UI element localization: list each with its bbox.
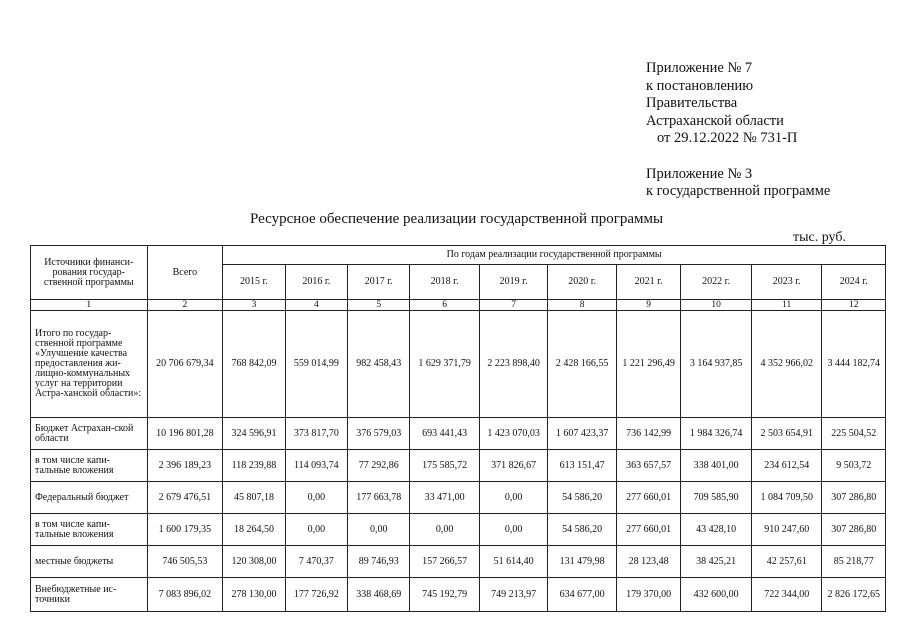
row-total: 7 083 896,02 (147, 578, 223, 612)
row-total: 1 600 179,35 (147, 514, 223, 546)
row-value: 38 425,21 (681, 546, 752, 578)
row-source: Федеральный бюджет (31, 482, 148, 514)
row-value: 307 286,80 (822, 482, 886, 514)
row-value: 2 503 654,91 (751, 418, 822, 450)
row-value: 1 084 709,50 (751, 482, 822, 514)
row-value: 910 247,60 (751, 514, 822, 546)
row-value: 373 817,70 (285, 418, 347, 450)
column-number: 7 (479, 300, 548, 311)
row-total: 10 196 801,28 (147, 418, 223, 450)
row-total: 2 396 189,23 (147, 450, 223, 482)
appendix-line: Приложение № 7 (646, 60, 753, 76)
row-value: 745 192,79 (410, 578, 480, 612)
row-value: 7 470,37 (285, 546, 347, 578)
row-value: 120 308,00 (223, 546, 285, 578)
source-header: Источники финанси-рования государ-ственной программы (31, 246, 148, 300)
table-row (31, 482, 886, 514)
row-value: 693 441,43 (410, 418, 480, 450)
row-value: 338 468,69 (348, 578, 410, 612)
column-number: 9 (616, 300, 680, 311)
appendix2-line: Приложение № 3 (646, 165, 753, 182)
row-value: 0,00 (285, 514, 347, 546)
table-row (31, 546, 886, 578)
row-value: 45 807,18 (223, 482, 285, 514)
row-value: 736 142,99 (616, 418, 680, 450)
table-row (31, 311, 886, 418)
row-value: 225 504,52 (822, 418, 886, 450)
year-header: 2021 г. (616, 265, 680, 300)
column-number: 5 (348, 300, 410, 311)
years-header: По годам реализации государственной программы (223, 246, 886, 265)
row-value: 28 123,48 (616, 546, 680, 578)
row-value: 0,00 (285, 482, 347, 514)
row-value: 559 014,99 (285, 311, 347, 418)
row-total: 2 679 476,51 (147, 482, 223, 514)
row-value: 277 660,01 (616, 514, 680, 546)
row-value: 709 585,90 (681, 482, 752, 514)
row-value: 42 257,61 (751, 546, 822, 578)
row-value: 749 213,97 (479, 578, 548, 612)
row-value: 0,00 (479, 514, 548, 546)
appendix-line: Астраханской области (646, 112, 784, 129)
unit-label: тыс. руб. (793, 230, 846, 245)
row-value: 613 151,47 (548, 450, 617, 482)
year-header: 2024 г. (822, 265, 886, 300)
appendix-header (646, 60, 830, 201)
row-value: 307 286,80 (822, 514, 886, 546)
row-value: 54 586,20 (548, 482, 617, 514)
row-value: 89 746,93 (348, 546, 410, 578)
appendix-line: к постановлению (646, 77, 754, 94)
row-value: 157 266,57 (410, 546, 480, 578)
row-value: 2 223 898,40 (479, 311, 548, 418)
column-number: 1 (31, 300, 148, 311)
column-number: 11 (751, 300, 822, 311)
row-value: 179 370,00 (616, 578, 680, 612)
row-value: 2 826 172,65 (822, 578, 886, 612)
row-total: 746 505,53 (147, 546, 223, 578)
column-number: 6 (410, 300, 480, 311)
year-header: 2016 г. (285, 265, 347, 300)
row-value: 338 401,00 (681, 450, 752, 482)
row-value: 43 428,10 (681, 514, 752, 546)
year-header: 2022 г. (681, 265, 752, 300)
row-value: 175 585,72 (410, 450, 480, 482)
row-source: Внебюджетные ис-точники (31, 578, 148, 612)
row-value: 432 600,00 (681, 578, 752, 612)
row-value: 177 663,78 (348, 482, 410, 514)
resource-table (30, 245, 886, 612)
row-source: в том числе капи-тальные вложения (31, 514, 148, 546)
row-value: 51 614,40 (479, 546, 548, 578)
row-source: местные бюджеты (31, 546, 148, 578)
row-source: в том числе капи-тальные вложения (31, 450, 148, 482)
column-number: 12 (822, 300, 886, 311)
row-source: Бюджет Астрахан-ской области (31, 418, 148, 450)
column-number: 3 (223, 300, 285, 311)
row-value: 234 612,54 (751, 450, 822, 482)
row-value: 363 657,57 (616, 450, 680, 482)
row-value: 768 842,09 (223, 311, 285, 418)
year-header: 2020 г. (548, 265, 617, 300)
row-value: 18 264,50 (223, 514, 285, 546)
row-value: 0,00 (479, 482, 548, 514)
column-number-row (31, 300, 886, 311)
year-header: 2015 г. (223, 265, 285, 300)
row-value: 2 428 166,55 (548, 311, 617, 418)
row-value: 9 503,72 (822, 450, 886, 482)
appendix-line: Правительства (646, 95, 738, 111)
row-value: 118 239,88 (223, 450, 285, 482)
column-number: 4 (285, 300, 347, 311)
column-number: 2 (147, 300, 223, 311)
row-value: 114 093,74 (285, 450, 347, 482)
row-value: 77 292,86 (348, 450, 410, 482)
row-value: 1 984 326,74 (681, 418, 752, 450)
row-value: 177 726,92 (285, 578, 347, 612)
row-value: 0,00 (348, 514, 410, 546)
row-value: 722 344,00 (751, 578, 822, 612)
row-value: 54 586,20 (548, 514, 617, 546)
table-row (31, 514, 886, 546)
row-value: 1 607 423,37 (548, 418, 617, 450)
year-header: 2017 г. (348, 265, 410, 300)
appendix2-line: к государственной программе (646, 183, 831, 199)
header-row (31, 246, 886, 265)
row-value: 277 660,01 (616, 482, 680, 514)
row-value: 131 479,98 (548, 546, 617, 578)
year-header: 2018 г. (410, 265, 480, 300)
row-value: 0,00 (410, 514, 480, 546)
row-value: 4 352 966,02 (751, 311, 822, 418)
row-value: 3 444 182,74 (822, 311, 886, 418)
row-value: 1 423 070,03 (479, 418, 548, 450)
year-header: 2019 г. (479, 265, 548, 300)
year-header: 2023 г. (751, 265, 822, 300)
appendix-line: от 29.12.2022 № 731-П (657, 130, 798, 146)
total-header: Всего (147, 246, 223, 300)
row-value: 1 629 371,79 (410, 311, 480, 418)
document-title: Ресурсное обеспечение реализации государственной программы (250, 211, 664, 227)
column-number: 8 (548, 300, 617, 311)
row-value: 376 579,03 (348, 418, 410, 450)
row-value: 982 458,43 (348, 311, 410, 418)
table-row (31, 578, 886, 612)
row-value: 278 130,00 (223, 578, 285, 612)
row-value: 85 218,77 (822, 546, 886, 578)
column-number: 10 (681, 300, 752, 311)
row-value: 371 826,67 (479, 450, 548, 482)
table-row (31, 418, 886, 450)
row-source: Итого по государ-ственной программе «Улучшение качества предоставления жи-лищно-коммунальных услуг на территории Астра-ханской области»: (31, 311, 148, 418)
row-value: 1 221 296,49 (616, 311, 680, 418)
row-total: 20 706 679,34 (147, 311, 223, 418)
row-value: 634 677,00 (548, 578, 617, 612)
table-row (31, 450, 886, 482)
row-value: 3 164 937,85 (681, 311, 752, 418)
row-value: 33 471,00 (410, 482, 480, 514)
row-value: 324 596,91 (223, 418, 285, 450)
